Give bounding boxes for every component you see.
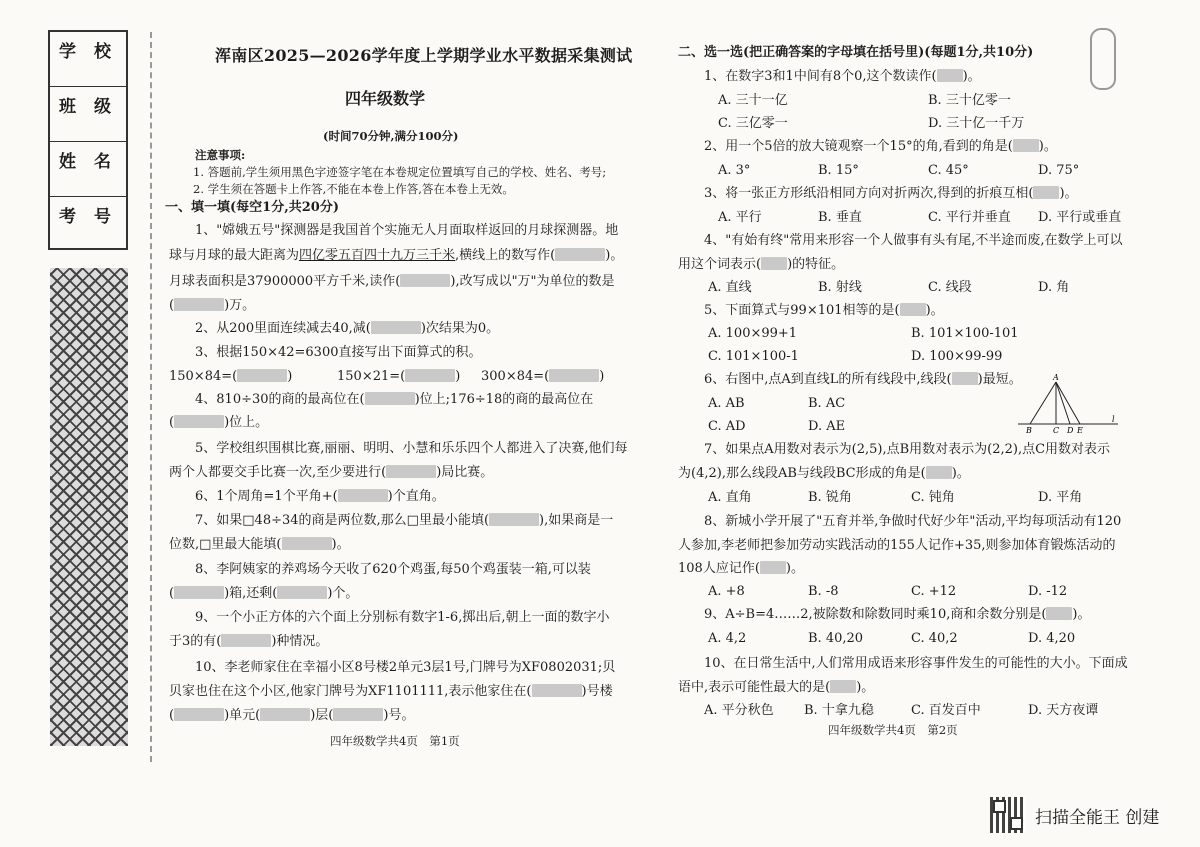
cq9-option-a[interactable]: A. 4,2 [708,631,747,646]
cq5-text2: )。 [925,303,944,318]
q3b-text: 150×21=( [337,369,406,384]
cq3-option-d[interactable]: D. 平行或垂直 [1038,210,1122,225]
q10-text2: )号楼 [581,684,613,699]
choice-q10-line1: 10、在日常生活中,人们常用成语来形容事件发生的可能性的大小。下面成 [704,656,1128,671]
cq6-text2: )最短。 [977,372,1022,387]
cq1-option-c[interactable]: C. 三亿零一 [718,116,788,131]
cq10-option-c[interactable]: C. 百发百中 [911,703,981,718]
cq7-text2: )。 [951,466,970,481]
answer-blank[interactable] [760,561,786,574]
fill-q1-line2 [169,247,623,264]
fill-q4-line1 [195,391,593,408]
cq6-option-b[interactable]: B. AC [808,396,846,411]
answer-blank[interactable] [237,369,287,382]
cq4-option-d[interactable]: D. 角 [1038,280,1070,295]
q5-text: 两个人都要交手比赛一次,至少要进行( [169,465,387,480]
cq3-text2: )。 [1059,186,1078,201]
cq3-option-a[interactable]: A. 平行 [718,210,762,225]
label-c: C [1053,426,1060,434]
binding-dashed-line [150,32,152,762]
choice-q1 [704,68,981,85]
label-b: B [1026,426,1032,434]
choice-q6 [704,371,1022,388]
q10-text4: )单元( [224,708,261,723]
choice-q9 [704,606,1091,623]
cq1-option-b[interactable]: B. 三十亿零一 [928,93,1011,108]
answer-blank[interactable] [830,680,856,693]
q7-text2: ),如果商是一 [539,513,614,528]
cq8-option-d[interactable]: D. -12 [1028,584,1068,599]
cq9-option-c[interactable]: C. 40,2 [911,631,958,646]
q4-text: 4、810÷30的商的最高位在( [195,392,365,407]
q10-text5: )层( [310,708,334,723]
choice-q8-line3 [678,560,804,577]
name-field [50,142,126,197]
q4-text4: )位上。 [224,415,269,430]
answer-blank[interactable] [761,257,787,270]
cq1-text: 1、在数字3和1中间有8个0,这个数读作( [704,69,937,84]
q10-text6: )号。 [383,708,415,723]
answer-blank[interactable] [174,586,224,599]
exam-title: 浑南区2025—2026学年度上学期学业水平数据采集测试 [215,46,633,65]
cq1-text2: )。 [962,69,981,84]
cq5-text: 5、下面算式与99×101相等的是( [704,303,900,318]
choice-q7-line2 [678,465,970,482]
q1-underlined-number: 四亿零五百四十九万三千米 [299,248,456,263]
choice-q3 [704,185,1078,202]
q8-text: ( [169,586,175,601]
cq7-text: 为(4,2),那么线段AB与线段BC形成的角是( [678,466,926,481]
fill-q2 [195,320,499,337]
note-2: 2. 学生须在答题卡上作答,不能在本卷上作答,答在本卷上无效。 [193,182,514,196]
q1-text: 球与月球的最大距离为 [169,248,300,263]
cq8-text: 108人应记作( [678,561,760,576]
cq5-option-d[interactable]: D. 100×99-99 [911,349,1003,364]
answer-blank[interactable] [926,466,952,479]
cq2-option-c[interactable]: C. 45° [928,163,969,178]
section1-title: 一、填一填(每空1分,共20分) [165,200,339,215]
label-a: A [1053,373,1059,382]
section2-title: 二、选一选(把正确答案的字母填在括号里)(每题1分,共10分) [678,45,1034,60]
fill-q4-line2 [169,414,268,431]
exam-subtitle: 四年级数学 [345,89,426,108]
q1-text6: ( [169,298,175,313]
answer-blank[interactable] [277,586,327,599]
cq4-option-c[interactable]: C. 线段 [928,280,972,295]
answer-blank[interactable] [260,708,310,721]
label-e: E [1077,426,1083,434]
fill-q7-line1 [195,512,613,529]
answer-blank[interactable] [532,684,582,697]
name-label: 姓 名 [59,152,117,172]
cq10-option-b[interactable]: B. 十拿九稳 [804,703,874,718]
fill-q3b [337,368,460,385]
cq6-option-d[interactable]: D. AE [808,419,846,434]
q8-text3: )个。 [327,586,359,601]
fill-q5-line1: 5、学校组织围棋比赛,丽丽、明明、小慧和乐乐四个人都进入了决赛,他们每 [195,441,628,456]
q8-text2: )箱,还剩( [224,586,278,601]
cq5-option-a[interactable]: A. 100×99+1 [708,326,798,341]
school-label: 学 校 [59,42,117,62]
cq2-text: 2、用一个5倍的放大镜观察一个15°的角,看到的角是( [704,139,1013,154]
cq7-option-d[interactable]: D. 平角 [1038,490,1083,505]
q7-text4: )。 [331,537,350,552]
choice-q8-line1: 8、新城小学开展了"五育并举,争做时代好少年"活动,平均每项活动有120 [704,514,1122,529]
fill-q1-line3 [169,273,615,290]
right-footer: 四年级数学共4页 第2页 [828,723,958,737]
cq3-option-b[interactable]: B. 垂直 [818,210,862,225]
answer-blank[interactable] [386,465,436,478]
q5-text2: )局比赛。 [436,465,494,480]
answer-blank[interactable] [1046,607,1072,620]
q9-text: 于3的有( [169,634,222,649]
q2-text2: )次结果为0。 [420,321,500,336]
note-1: 1. 答题前,学生须用黑色字迹签字笔在本卷规定位置填写自己的学校、姓名、考号; [193,165,607,179]
cq8-text2: )。 [785,561,804,576]
cq1-option-d[interactable]: D. 三十亿一千万 [928,116,1025,131]
answer-blank[interactable] [1013,139,1039,152]
q1-text4: 月球表面积是37900000平方千米,读作( [169,274,401,289]
cq5-option-b[interactable]: B. 101×100-101 [911,326,1019,341]
choice-q10-line2 [678,679,874,696]
label-l: l [1112,415,1115,424]
qr-code-icon [990,797,1026,833]
answer-blank[interactable] [952,372,978,385]
cq7-option-a[interactable]: A. 直角 [708,490,752,505]
cq3-text: 3、将一张正方形纸沿相同方向对折两次,得到的折痕互相( [704,186,1034,201]
q7-text3: 位数,□里最大能填( [169,537,282,552]
scanner-watermark: 扫描全能王 创建 [1035,808,1160,828]
choice-q8-line2: 人参加,李老师把参加劳动实践活动的155人记作+35,则参加体育锻炼活动的 [678,538,1116,553]
cq2-option-b[interactable]: B. 15° [818,163,859,178]
answer-blank[interactable] [555,248,605,261]
class-label: 班 级 [59,97,117,117]
cq9-text2: )。 [1072,607,1091,622]
cq6-text: 6、右图中,点A到直线L的所有线段中,线段( [704,372,952,387]
fill-q8-line2 [169,585,358,602]
fill-q10-line1: 10、李老师家住在幸福小区8号楼2单元3层1号,门牌号为XF0802031;贝 [195,660,616,675]
q1-text3: )。 [605,248,624,263]
fill-q1-line4 [169,297,255,314]
student-info-box [48,30,128,250]
cq5-option-c[interactable]: C. 101×100-1 [708,349,799,364]
fill-q10-line2 [169,683,613,700]
answer-blank[interactable] [371,321,421,334]
binding-hatch-pattern [50,268,128,746]
choice-q2 [704,138,1057,155]
exam-time: (时间70分钟,满分100分) [323,129,459,143]
answer-blank[interactable] [937,69,963,82]
q1-text2: ,横线上的数写作( [455,248,556,263]
choice-q5 [704,302,944,319]
q6-text2: )个直角。 [387,489,445,504]
fill-q9-line2 [169,633,328,650]
label-d: D [1067,426,1074,434]
answer-blank[interactable] [549,369,599,382]
q4-text3: ( [169,415,175,430]
answer-blank[interactable] [900,303,926,316]
q3c-text: 300×84=( [481,369,550,384]
paren: ) [455,369,461,384]
answer-blank[interactable] [489,513,539,526]
fill-q8-line1: 8、李阿姨家的养鸡场今天收了620个鸡蛋,每50个鸡蛋装一箱,可以装 [195,562,591,577]
cq2-option-d[interactable]: D. 75° [1038,163,1080,178]
cq9-option-d[interactable]: D. 4,20 [1028,631,1076,646]
cq6-option-c[interactable]: C. AD [708,419,746,434]
cq10-option-a[interactable]: A. 平分秋色 [704,703,774,718]
answer-blank[interactable] [221,634,271,647]
cq2-option-a[interactable]: A. 3° [718,163,751,178]
q3a-text: 150×84=( [169,369,238,384]
q10-text3: ( [169,708,175,723]
class-field [50,87,126,142]
cq7-option-c[interactable]: C. 钝角 [911,490,955,505]
choice-q4-line1: 4、"有始有终"常用来形容一个人做事有头有尾,不半途而废,在数学上可以 [704,233,1123,248]
left-footer: 四年级数学共4页 第1页 [330,734,460,748]
cq6-option-a[interactable]: A. AB [708,396,745,411]
answer-blank[interactable] [282,537,332,550]
q1-text5: ),改写成以"万"为单位的数是 [450,274,615,289]
exam-number-label: 考 号 [59,207,117,227]
q7-text: 7、如果□48÷34的商是两位数,那么□里最小能填( [195,513,490,528]
cq10-option-d[interactable]: D. 天方夜谭 [1028,703,1099,718]
fill-q6 [195,488,445,505]
fill-q3: 3、根据150×42=6300直接写出下面算式的积。 [195,345,482,360]
choice-q7-line1: 7、如果点A用数对表示为(2,5),点B用数对表示为(2,2),点C用数对表示 [704,442,1111,457]
segment-ab [1030,382,1056,424]
answer-blank[interactable] [174,298,224,311]
q1-text7: )万。 [224,298,256,313]
cq9-text: 9、A÷B=4……2,被除数和除数同时乘10,商和余数分别是( [704,607,1047,622]
cq8-option-a[interactable]: A. +8 [708,584,745,599]
cq4-option-b[interactable]: B. 射线 [818,280,862,295]
cq9-option-b[interactable]: B. 40,20 [808,631,864,646]
exam-number-field [50,197,126,252]
answer-blank[interactable] [333,708,383,721]
paren: ) [287,369,293,384]
q2-text: 2、从200里面连续减去40,减( [195,321,371,336]
fill-q3c [481,368,604,385]
notes-title: 注意事项: [195,148,246,162]
stamp-mark [1090,28,1116,90]
point-line-figure [1018,372,1118,434]
q6-text: 6、1个周角=1个平角+( [195,489,338,504]
q9-text2: )种情况。 [271,634,329,649]
q4-text2: )位上;176÷18的商的最高位在 [414,392,594,407]
fill-q10-line3 [169,707,414,724]
cq8-option-c[interactable]: C. +12 [911,584,957,599]
cq10-text: 语中,表示可能性最大的是( [678,680,831,695]
answer-blank[interactable] [1033,186,1059,199]
cq1-option-a[interactable]: A. 三十一亿 [718,93,788,108]
fill-q1-line1: 1、"嫦娥五号"探测器是我国首个实施无人月面取样返回的月球探测器。地 [195,223,619,238]
fill-q5-line2 [169,464,493,481]
cq3-option-c[interactable]: C. 平行并垂直 [928,210,1011,225]
cq4-option-a[interactable]: A. 直线 [708,280,752,295]
cq4-text2: )的特征。 [787,257,845,272]
answer-blank[interactable] [174,708,224,721]
cq10-text2: )。 [856,680,875,695]
answer-blank[interactable] [405,369,455,382]
cq8-option-b[interactable]: B. -8 [808,584,839,599]
answer-blank[interactable] [365,392,415,405]
cq4-text: 用这个词表示( [678,257,762,272]
answer-blank[interactable] [338,489,388,502]
paren: ) [599,369,605,384]
cq2-text2: )。 [1038,139,1057,154]
answer-blank[interactable] [400,274,450,287]
cq7-option-b[interactable]: B. 锐角 [808,490,852,505]
q10-text: 贝家也住在这个小区,他家门牌号为XF1101111,表示他家住在( [169,684,532,699]
fill-q7-line2 [169,536,350,553]
fill-q3a [169,368,292,385]
fill-q9-line1: 9、一个小正方体的六个面上分别标有数字1-6,掷出后,朝上一面的数字小 [195,610,610,625]
school-field [50,32,126,87]
answer-blank[interactable] [174,415,224,428]
choice-q4-line2 [678,256,844,273]
